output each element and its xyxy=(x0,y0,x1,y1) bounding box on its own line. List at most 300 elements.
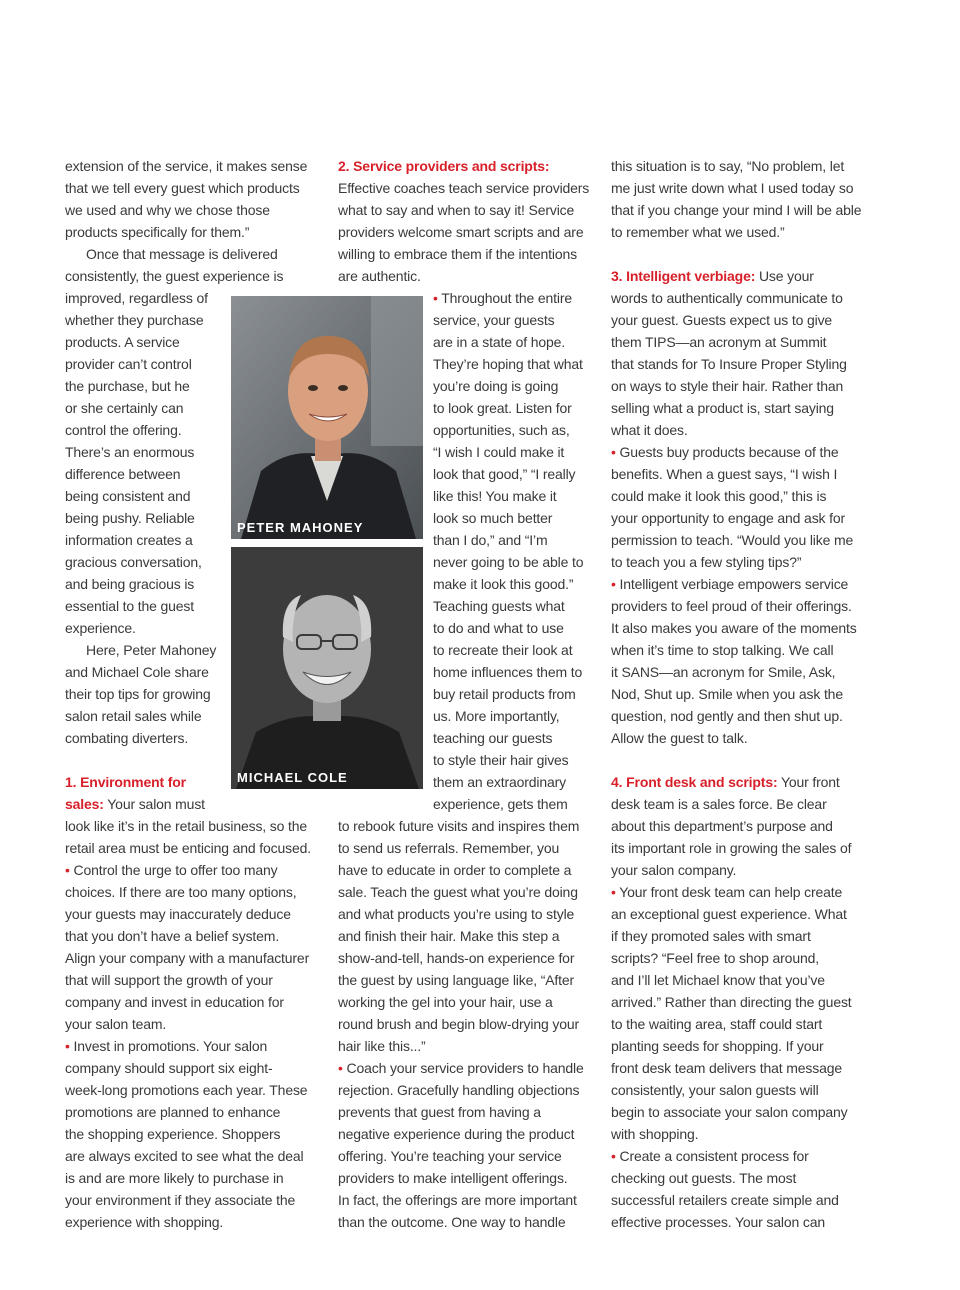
body-text: the shopping experience. Shoppers xyxy=(65,1126,281,1142)
article-line xyxy=(611,661,835,683)
body-text: and finish their hair. Make this step a xyxy=(338,928,560,944)
body-text: “I wish I could make it xyxy=(433,444,565,460)
article-line xyxy=(611,1101,847,1123)
article-line xyxy=(611,507,845,529)
article-line xyxy=(433,595,565,617)
article-line xyxy=(65,881,297,903)
article-line xyxy=(611,485,826,507)
body-text: you’re doing is going xyxy=(433,378,559,394)
article-line xyxy=(433,375,558,397)
body-text: information creates a xyxy=(65,532,193,548)
article-line xyxy=(611,397,834,419)
bullet-icon: • xyxy=(611,884,620,900)
article-line xyxy=(65,177,300,199)
body-text: words to authentically communicate to xyxy=(611,290,843,306)
michael-cole-photo xyxy=(231,547,423,789)
article-line xyxy=(338,243,577,265)
body-text: than I do,” and “I’m xyxy=(433,532,548,548)
body-text: are authentic. xyxy=(338,268,421,284)
article-line xyxy=(338,815,579,837)
body-text: improved, regardless of xyxy=(65,290,208,306)
body-text: extension of the service, it makes sense xyxy=(65,158,308,174)
article-line xyxy=(65,969,273,991)
article-line xyxy=(65,661,209,683)
article-line xyxy=(65,419,181,441)
article-line xyxy=(65,485,190,507)
body-text: are always excited to see what the deal xyxy=(65,1148,304,1164)
photo-caption: PETER MAHONEY xyxy=(237,520,364,535)
body-text: provider can’t control xyxy=(65,356,192,372)
body-text: that if you change your mind I will be able xyxy=(611,202,862,218)
body-text: Once that message is delivered xyxy=(86,246,278,262)
body-text: like this! You make it xyxy=(433,488,557,504)
article-line xyxy=(611,529,853,551)
article-line xyxy=(433,419,570,441)
body-text: your environment if they associate the xyxy=(65,1192,296,1208)
section-heading: sales: xyxy=(65,796,104,812)
article-line xyxy=(65,925,279,947)
body-text: that stands for To Insure Proper Styling xyxy=(611,356,847,372)
body-text: Intelligent verbiage empowers service xyxy=(619,576,849,592)
article-line xyxy=(611,969,825,991)
body-text: and I’ll let Michael know that you’ve xyxy=(611,972,825,988)
body-text: There’s an enormous xyxy=(65,444,195,460)
body-text: opportunities, such as, xyxy=(433,422,570,438)
article-line xyxy=(611,1035,824,1057)
article-line xyxy=(86,639,216,661)
section-heading-line xyxy=(611,771,840,793)
article-line xyxy=(65,463,180,485)
article-line xyxy=(611,353,847,375)
body-text: prevents that guest from having a xyxy=(338,1104,541,1120)
article-line xyxy=(65,573,194,595)
article-line xyxy=(86,243,278,265)
body-text: that we tell every guest which products xyxy=(65,180,300,196)
article-line xyxy=(611,1123,698,1145)
article-line xyxy=(611,837,851,859)
article-line xyxy=(65,837,311,859)
article-line xyxy=(65,991,284,1013)
article-line xyxy=(65,1123,280,1145)
article-line xyxy=(338,265,421,287)
article-line xyxy=(611,1057,842,1079)
article-line xyxy=(65,1167,284,1189)
body-text: look that good,” “I really xyxy=(433,466,576,482)
body-text: In fact, the offerings are more important xyxy=(338,1192,577,1208)
section-heading: 3. Intelligent verbiage: xyxy=(611,268,756,284)
article-line xyxy=(433,397,572,419)
article-line xyxy=(611,441,839,463)
article-line xyxy=(338,1057,584,1079)
article-line xyxy=(611,705,843,727)
article-line xyxy=(338,1035,426,1057)
article-line xyxy=(338,1101,541,1123)
body-text: working the gel into your hair, use a xyxy=(338,994,553,1010)
body-text: products. A service xyxy=(65,334,180,350)
body-text: what it does. xyxy=(611,422,688,438)
article-line xyxy=(65,617,136,639)
article-line xyxy=(611,309,832,331)
body-text: to style their hair gives xyxy=(433,752,569,768)
photo-caption: MICHAEL COLE xyxy=(237,770,348,785)
body-text: Your salon must xyxy=(103,796,205,812)
section-heading-line xyxy=(65,771,186,793)
body-text: desk team is a sales force. Be clear xyxy=(611,796,827,812)
body-text: checking out guests. The most xyxy=(611,1170,797,1186)
body-text: with shopping. xyxy=(611,1126,699,1142)
article-line xyxy=(611,287,843,309)
article-line xyxy=(338,1189,577,1211)
body-text: when it’s time to stop talking. We call xyxy=(611,642,834,658)
body-text: Allow the guest to talk. xyxy=(611,730,748,746)
section-heading-line xyxy=(611,265,814,287)
body-text: providers to feel proud of their offerings. xyxy=(611,598,852,614)
article-line xyxy=(611,1079,819,1101)
body-text: on ways to style their hair. Rather than xyxy=(611,378,844,394)
article-line xyxy=(611,991,852,1013)
body-text: control the offering. xyxy=(65,422,182,438)
body-text: that will support the growth of your xyxy=(65,972,273,988)
body-text: to recreate their look at xyxy=(433,642,573,658)
body-text: permission to teach. “Would you like me xyxy=(611,532,854,548)
article-line xyxy=(338,837,559,859)
article-line xyxy=(338,925,559,947)
article-line xyxy=(611,419,688,441)
article-line xyxy=(338,1211,565,1233)
article-line xyxy=(611,221,785,243)
body-text: sale. Teach the guest what you’re doing xyxy=(338,884,578,900)
body-text: this situation is to say, “No problem, let xyxy=(611,158,845,174)
body-text: Effective coaches teach service providers xyxy=(338,180,590,196)
body-text: an exceptional guest experience. What xyxy=(611,906,847,922)
article-line xyxy=(433,661,582,683)
article-line xyxy=(611,727,747,749)
article-line xyxy=(611,859,736,881)
article-line xyxy=(433,463,575,485)
article-line xyxy=(338,881,578,903)
article-line xyxy=(65,1145,304,1167)
body-text: what to say and when to say it! Service xyxy=(338,202,575,218)
body-text: products specifically for them.” xyxy=(65,224,250,240)
article-line xyxy=(65,1035,267,1057)
article-line xyxy=(611,639,833,661)
body-text: look so much better xyxy=(433,510,553,526)
body-text: week-long promotions each year. These xyxy=(65,1082,308,1098)
body-text: combating diverters. xyxy=(65,730,189,746)
article-line xyxy=(611,155,844,177)
article-line xyxy=(338,199,574,221)
article-line xyxy=(611,463,837,485)
article-line xyxy=(611,1167,796,1189)
article-line xyxy=(433,749,569,771)
body-text: that you don’t have a belief system. xyxy=(65,928,280,944)
body-text: never going to be able to xyxy=(433,554,584,570)
body-text: being pushy. Reliable xyxy=(65,510,195,526)
body-text: to do and what to use xyxy=(433,620,564,636)
body-text: effective processes. Your salon can xyxy=(611,1214,825,1230)
article-line xyxy=(65,1079,307,1101)
article-line xyxy=(65,815,307,837)
body-text: about this department’s purpose and xyxy=(611,818,833,834)
article-line xyxy=(338,1013,579,1035)
body-text: to remember what we used.” xyxy=(611,224,785,240)
article-line xyxy=(611,595,852,617)
body-text: Invest in promotions. Your salon xyxy=(73,1038,268,1054)
body-text: offering. You’re teaching your service xyxy=(338,1148,562,1164)
article-line xyxy=(65,155,307,177)
article-line xyxy=(611,331,826,353)
body-text: retail area must be enticing and focused. xyxy=(65,840,312,856)
article-line xyxy=(611,551,801,573)
article-line xyxy=(433,529,548,551)
body-text: They’re hoping that what xyxy=(433,356,583,372)
body-text: show-and-tell, hands-on experience for xyxy=(338,950,575,966)
body-text: Align your company with a manufacturer xyxy=(65,950,310,966)
article-line xyxy=(338,903,574,925)
article-line xyxy=(65,397,183,419)
body-text: Your front desk team can help create xyxy=(619,884,843,900)
article-line xyxy=(65,727,188,749)
article-line xyxy=(611,177,853,199)
article-line xyxy=(65,309,204,331)
body-text: providers welcome smart scripts and are xyxy=(338,224,584,240)
article-line xyxy=(65,353,192,375)
body-text: consistently, the guest experience is xyxy=(65,268,284,284)
body-text: your salon company. xyxy=(611,862,737,878)
article-line xyxy=(611,903,847,925)
body-text: if they promoted sales with smart xyxy=(611,928,811,944)
article-line xyxy=(65,441,194,463)
body-text: your opportunity to engage and ask for xyxy=(611,510,846,526)
article-line xyxy=(433,573,573,595)
article-line xyxy=(433,639,572,661)
article-line xyxy=(433,683,576,705)
body-text: whether they purchase xyxy=(65,312,204,328)
article-line xyxy=(65,221,249,243)
article-line xyxy=(611,199,861,221)
body-text: consistently, your salon guests will xyxy=(611,1082,819,1098)
body-text: Throughout the entire xyxy=(441,290,572,306)
body-text: arrived.” Rather than directing the guest xyxy=(611,994,852,1010)
article-line xyxy=(433,309,555,331)
body-text: selling what a product is, start saying xyxy=(611,400,834,416)
body-text: the guest by using language like, “After xyxy=(338,972,575,988)
article-line xyxy=(433,793,568,815)
body-text: to the waiting area, staff could start xyxy=(611,1016,823,1032)
body-text: question, nod gently and then shut up. xyxy=(611,708,843,724)
body-text: planting seeds for shopping. If your xyxy=(611,1038,824,1054)
body-text: benefits. When a guest says, “I wish I xyxy=(611,466,838,482)
article-line xyxy=(65,199,270,221)
article-line xyxy=(433,441,564,463)
body-text: to teach you a few styling tips?” xyxy=(611,554,802,570)
body-text: your salon team. xyxy=(65,1016,167,1032)
body-text: difference between xyxy=(65,466,181,482)
body-text: company and invest in education for xyxy=(65,994,284,1010)
body-text: and being gracious is xyxy=(65,576,195,592)
article-line xyxy=(65,859,277,881)
article-line xyxy=(65,903,291,925)
article-line xyxy=(338,1079,579,1101)
body-text: me just write down what I used today so xyxy=(611,180,854,196)
article-line xyxy=(338,177,589,199)
body-text: we used and why we chose those xyxy=(65,202,270,218)
body-text: experience, gets them xyxy=(433,796,568,812)
body-text: make it look this good.” xyxy=(433,576,574,592)
article-line xyxy=(338,1145,562,1167)
article-line xyxy=(338,221,583,243)
bullet-icon: • xyxy=(65,862,74,878)
body-text: promotions are planned to enhance xyxy=(65,1104,281,1120)
body-text: look like it’s in the retail business, so the xyxy=(65,818,308,834)
body-text: round brush and begin blow-drying your xyxy=(338,1016,580,1032)
bullet-icon: • xyxy=(65,1038,74,1054)
body-text: it SANS—an acronym for Smile, Ask, xyxy=(611,664,836,680)
body-text: providers to make intelligent offerings. xyxy=(338,1170,568,1186)
body-text: to rebook future visits and inspires them xyxy=(338,818,580,834)
body-text: Coach your service providers to handle xyxy=(346,1060,584,1076)
body-text: Guests buy products because of the xyxy=(619,444,839,460)
body-text: to look great. Listen for xyxy=(433,400,572,416)
body-text: teaching our guests xyxy=(433,730,553,746)
article-line xyxy=(611,947,819,969)
article-line xyxy=(611,573,848,595)
body-text: have to educate in order to complete a xyxy=(338,862,572,878)
article-line xyxy=(65,265,283,287)
section-heading: 2. Service providers and scripts: xyxy=(338,158,550,174)
body-text: to send us referrals. Remember, you xyxy=(338,840,560,856)
body-text: front desk team delivers that message xyxy=(611,1060,843,1076)
article-line xyxy=(433,353,583,375)
article-line xyxy=(65,947,309,969)
body-text: choices. If there are too many options, xyxy=(65,884,297,900)
article-line xyxy=(338,947,574,969)
article-line xyxy=(611,815,833,837)
article-line xyxy=(433,727,552,749)
body-text: home influences them to xyxy=(433,664,583,680)
article-line xyxy=(65,375,190,397)
article-line xyxy=(433,705,560,727)
body-text: the purchase, but he xyxy=(65,378,190,394)
article-line xyxy=(338,969,574,991)
body-text: experience. xyxy=(65,620,136,636)
body-text: its important role in growing the sales of xyxy=(611,840,852,856)
article-line xyxy=(338,1167,568,1189)
article-line xyxy=(65,1013,166,1035)
body-text: negative experience during the product xyxy=(338,1126,575,1142)
body-text: successful retailers create simple and xyxy=(611,1192,839,1208)
peter-mahoney-photo xyxy=(231,296,423,539)
article-line xyxy=(65,595,194,617)
body-text: us. More importantly, xyxy=(433,708,560,724)
article-line xyxy=(433,485,557,507)
body-text: their top tips for growing xyxy=(65,686,211,702)
article-line xyxy=(611,683,843,705)
body-text: than the outcome. One way to handle xyxy=(338,1214,566,1230)
body-text: experience with shopping. xyxy=(65,1214,224,1230)
body-text: begin to associate your salon company xyxy=(611,1104,848,1120)
body-text: or she certainly can xyxy=(65,400,184,416)
body-text: Control the urge to offer too many xyxy=(73,862,278,878)
article-line xyxy=(65,331,180,353)
article-line xyxy=(338,859,571,881)
section-heading-line xyxy=(338,155,549,177)
body-text: It also makes you aware of the moments xyxy=(611,620,857,636)
article-line xyxy=(611,1013,822,1035)
article-line xyxy=(433,551,583,573)
body-text: your guests may inaccurately deduce xyxy=(65,906,291,922)
bullet-icon: • xyxy=(611,576,620,592)
body-text: company should support six eight- xyxy=(65,1060,273,1076)
body-text: gracious conversation, xyxy=(65,554,202,570)
article-line xyxy=(65,1057,273,1079)
article-line xyxy=(65,1101,280,1123)
body-text: them TIPS—an acronym at Summit xyxy=(611,334,827,350)
article-line xyxy=(611,1189,839,1211)
body-text: is and are more likely to purchase in xyxy=(65,1170,284,1186)
body-text: essential to the guest xyxy=(65,598,195,614)
bullet-icon: • xyxy=(433,290,442,306)
article-line xyxy=(65,287,208,309)
section-heading: 4. Front desk and scripts: xyxy=(611,774,778,790)
body-text: willing to embrace them if the intentions xyxy=(338,246,577,262)
bullet-icon: • xyxy=(611,1148,620,1164)
body-text: scripts? “Feel free to shop around, xyxy=(611,950,819,966)
article-line xyxy=(611,881,842,903)
body-text: and Michael Cole share xyxy=(65,664,209,680)
body-text: Teaching guests what xyxy=(433,598,565,614)
body-text: Create a consistent process for xyxy=(619,1148,809,1164)
bullet-icon: • xyxy=(338,1060,347,1076)
article-line xyxy=(611,617,857,639)
body-text: them an extraordinary xyxy=(433,774,567,790)
body-text: being consistent and xyxy=(65,488,191,504)
body-text: are in a state of hope. xyxy=(433,334,565,350)
bullet-icon: • xyxy=(611,444,620,460)
article-line xyxy=(65,705,201,727)
article-line xyxy=(65,683,211,705)
article-line xyxy=(433,287,572,309)
body-text: service, your guests xyxy=(433,312,555,328)
article-line xyxy=(611,793,827,815)
article-line xyxy=(611,1211,825,1233)
body-text: hair like this...” xyxy=(338,1038,426,1054)
body-text: your guest. Guests expect us to give xyxy=(611,312,833,328)
article-line xyxy=(65,1211,223,1233)
body-text: Your front xyxy=(777,774,840,790)
body-text: buy retail products from xyxy=(433,686,576,702)
article-line xyxy=(338,1123,574,1145)
body-text: and what products you’re using to style xyxy=(338,906,575,922)
article-line xyxy=(433,331,565,353)
body-text: Use your xyxy=(755,268,814,284)
body-text: Here, Peter Mahoney xyxy=(86,642,217,658)
article-line xyxy=(65,529,193,551)
body-text: rejection. Gracefully handling objections xyxy=(338,1082,580,1098)
article-line xyxy=(433,771,566,793)
article-line xyxy=(433,507,552,529)
body-text: could make it look this good,” this is xyxy=(611,488,827,504)
article-line xyxy=(611,1145,809,1167)
article-line xyxy=(611,925,811,947)
article-line xyxy=(65,1189,295,1211)
section-heading-line xyxy=(65,793,205,815)
article-line xyxy=(338,991,553,1013)
article-line xyxy=(65,551,202,573)
body-text: salon retail sales while xyxy=(65,708,202,724)
article-line xyxy=(433,617,564,639)
article-line xyxy=(65,507,195,529)
